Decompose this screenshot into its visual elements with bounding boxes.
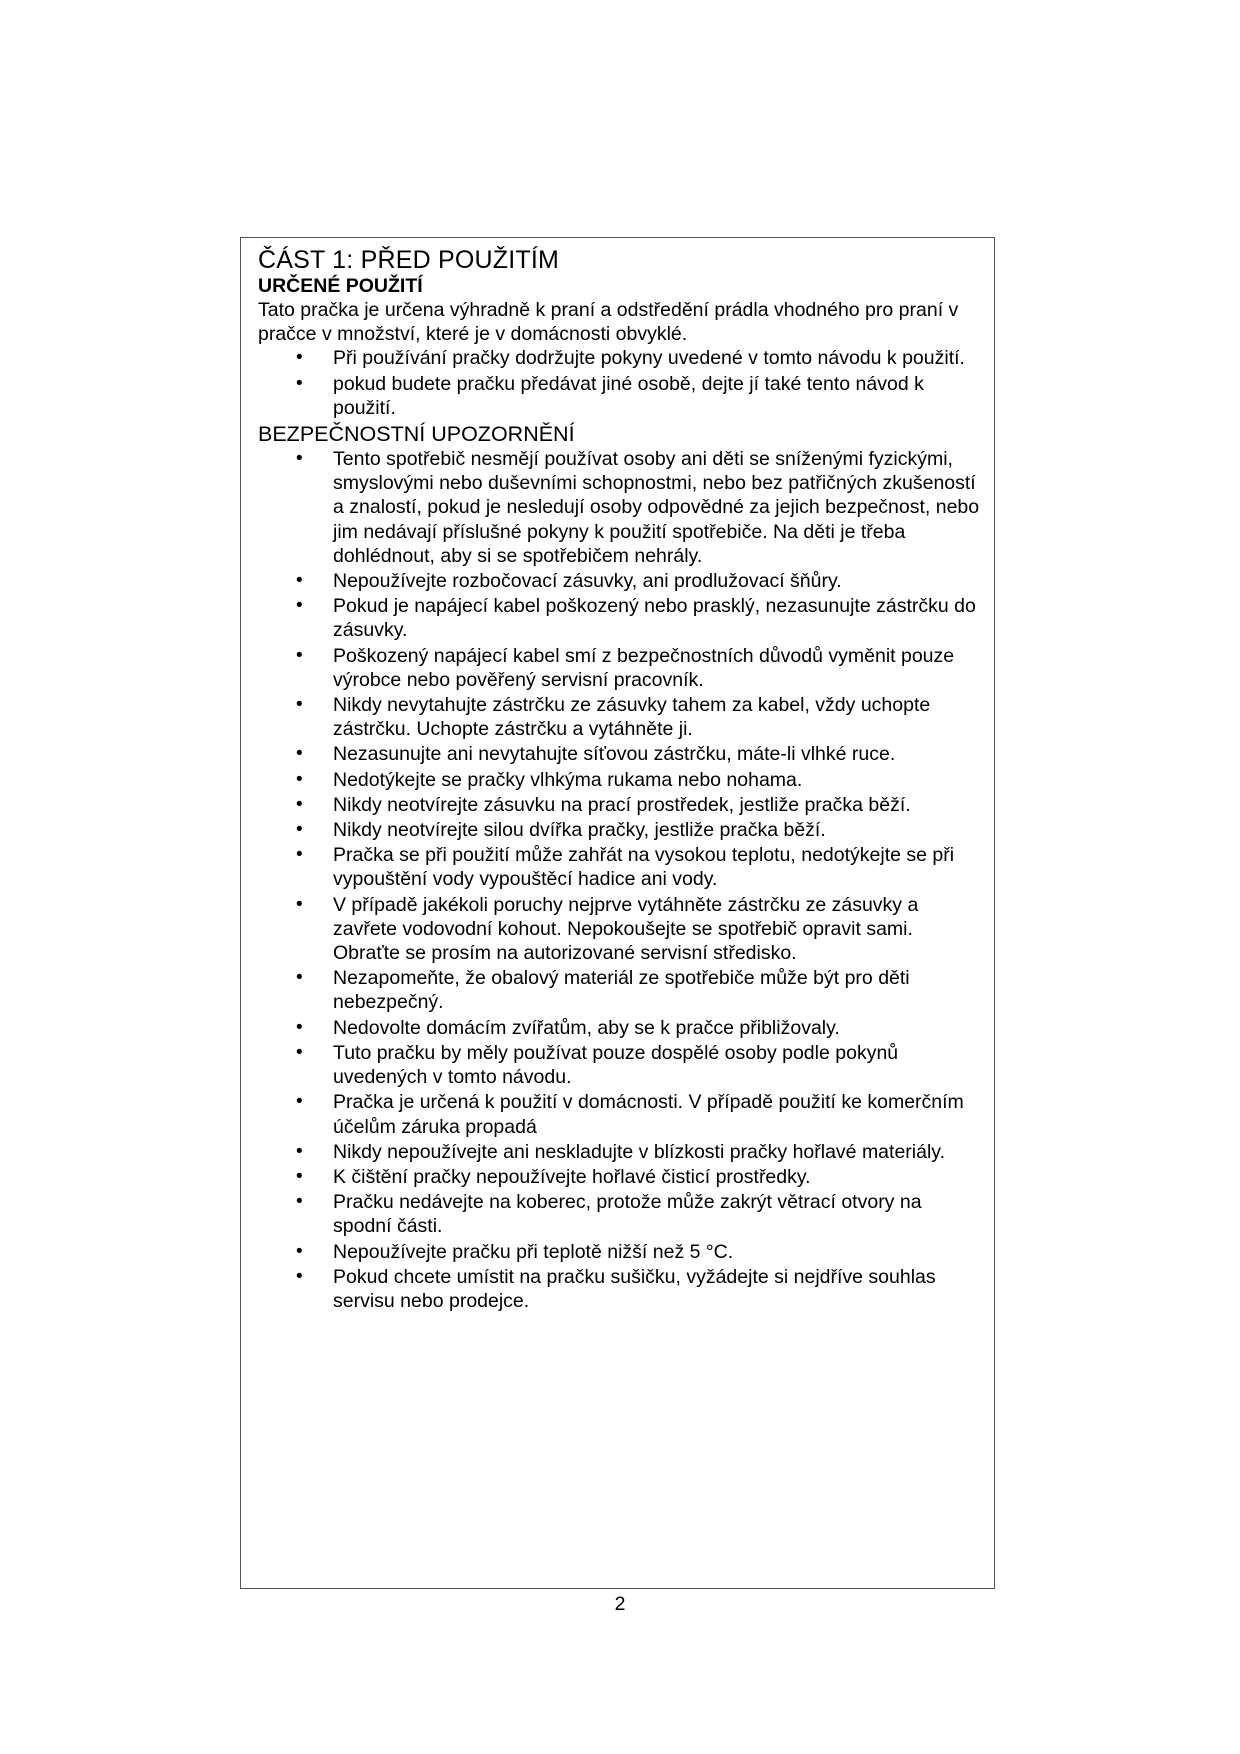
document-body [258,246,983,1314]
list-item: • K čištění pračky nepoužívejte hořlavé čisticí prostředky. [258,1165,983,1189]
intended-use-list [258,346,983,420]
page-number [0,1592,1240,1616]
list-item: • Tuto pračku by měly používat pouze dospělé osoby podle pokynů uvedených v tomto návodu. [258,1041,983,1089]
list-item: • Nepoužívejte rozbočovací zásuvky, ani prodlužovací šňůry. [258,569,983,593]
list-item: • pokud budete pračku předávat jiné osobě, dejte jí také tento návod k použití. [258,372,983,420]
safety-list [258,447,983,1313]
page-number-text: 2 [614,1593,626,1615]
list-item: • Nikdy nepoužívejte ani neskladujte v blízkosti pračky hořlavé materiály. [258,1140,983,1164]
intended-use-paragraph: Tato pračka je určena výhradně k praní a odstředění prádla vhodného pro praní v pračce v množství, které je v domácnosti obvyklé. [258,299,959,346]
list-item: • Nezapomeňte, že obalový materiál ze spotřebiče může být pro děti nebezpečný. [258,966,983,1014]
list-item: • Tento spotřebič nesmějí používat osoby ani děti se sníženými fyzickými, smyslovými nebo duševními schopnostmi, nebo bez patřičných zkušeností a znalostí, pokud je nesledují osoby odpovědné za jejich bezpečnost, nebo jim nedávají příslušné pokyny k použití spotřebiče. Na děti je třeba dohlédnout, aby si se spotřebičem nehrály. [258,447,983,568]
intended-use-heading: URČENÉ POUŽITÍ [258,275,423,297]
safety-heading: BEZPEČNOSTNÍ UPOZORNĚNÍ [258,422,575,447]
list-item: • Nepoužívejte pračku při teplotě nižší než 5 °C. [258,1240,983,1264]
list-item: • Při používání pračky dodržujte pokyny uvedené v tomto návodu k použití. [258,346,983,370]
list-item: • Nikdy neotvírejte silou dvířka pračky, jestliže pračka běží. [258,818,983,842]
list-item: • Pokud je napájecí kabel poškozený nebo prasklý, nezasunujte zástrčku do zásuvky. [258,594,983,642]
list-item: • Pračka se při použití může zahřát na vysokou teplotu, nedotýkejte se při vypouštění vody vypouštěcí hadice ani vody. [258,843,983,891]
list-item: • Nedovolte domácím zvířatům, aby se k pračce přibližovaly. [258,1016,983,1040]
list-item: • V případě jakékoli poruchy nejprve vytáhněte zástrčku ze zásuvky a zavřete vodovodní kohout. Nepokoušejte se spotřebič opravit sami. Obraťte se prosím na autorizované servisní středisko. [258,893,983,966]
list-item: • Nikdy neotvírejte zásuvku na prací prostředek, jestliže pračka běží. [258,793,983,817]
section-title: ČÁST 1: PŘED POUŽITÍM [258,246,560,274]
list-item: • Pračku nedávejte na koberec, protože může zakrýt větrací otvory na spodní části. [258,1190,983,1238]
list-item: • Nezasunujte ani nevytahujte síťovou zástrčku, máte-li vlhké ruce. [258,742,983,766]
list-item: • Nedotýkejte se pračky vlhkýma rukama nebo nohama. [258,768,983,792]
list-item: • Nikdy nevytahujte zástrčku ze zásuvky tahem za kabel, vždy uchopte zástrčku. Uchopte zástrčku a vytáhněte ji. [258,693,983,741]
list-item: • Poškozený napájecí kabel smí z bezpečnostních důvodů vyměnit pouze výrobce nebo pověřený servisní pracovník. [258,644,983,692]
list-item: • Pračka je určená k použití v domácnosti. V případě použití ke komerčním účelům záruka propadá [258,1090,983,1138]
list-item: • Pokud chcete umístit na pračku sušičku, vyžádejte si nejdříve souhlas servisu nebo prodejce. [258,1265,983,1313]
